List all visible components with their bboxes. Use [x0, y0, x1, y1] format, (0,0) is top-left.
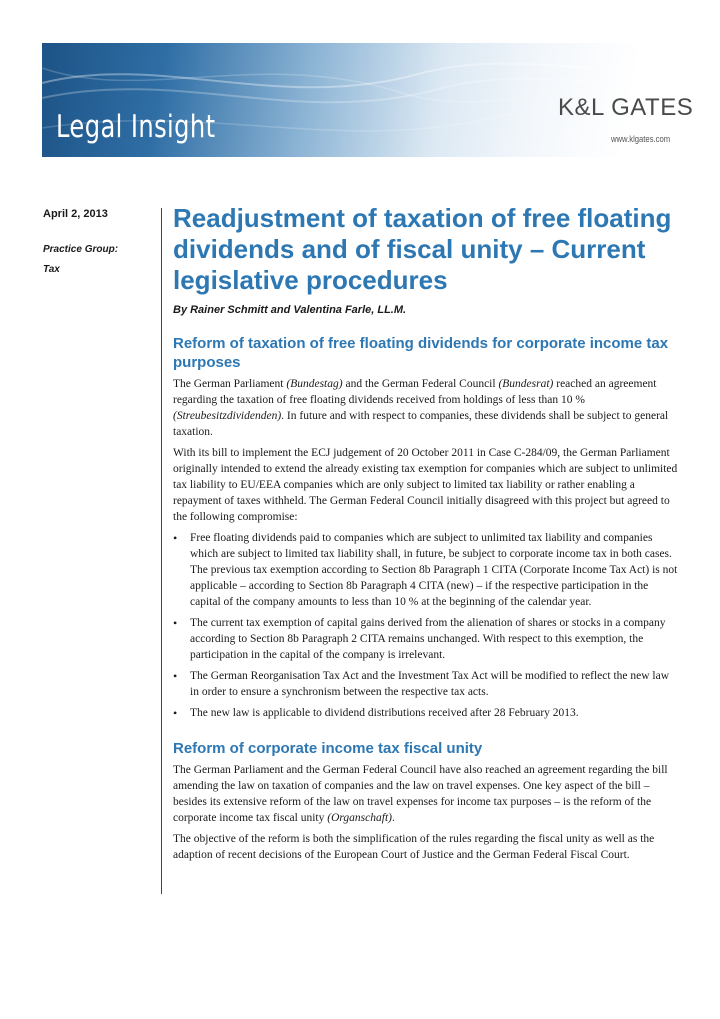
paragraph: The objective of the reform is both the simplification of the rules regarding the fiscal unity as well as the adaption of recent decisions of the European Court of Justice and the German Federal Fiscal Court.	[173, 833, 655, 861]
bullet-list	[173, 530, 679, 721]
paragraph: The German Parliament and the German Federal Council have also reached an agreement regarding the bill amending the law on taxation of companies and the law on travel expenses. One key aspect of the bill – besides its extensive reform of the law on travel expenses for income tax purposes – is the reform of the corporate income tax fiscal unity (Organschaft).	[173, 764, 668, 824]
paragraph: The German Parliament (Bundestag) and the German Federal Council (Bundesrat) reached an agreement regarding the taxation of free floating dividends received from holdings of less than 10 % (Streubesitzdividenden). In future and with respect to companies, these dividends shall be subject to general taxation.	[173, 378, 669, 438]
section-heading-fiscal-unity: Reform of corporate income tax fiscal unity	[173, 740, 483, 757]
list-item: • The current tax exemption of capital gains derived from the alienation of shares or stocks in a company according to Section 8b Paragraph 2 CITA remains unchanged. With respect to this exemption, the participation in the capital of the company is irrelevant.	[173, 615, 679, 663]
firm-website[interactable]: www.klgates.com	[611, 134, 671, 144]
paragraph: With its bill to implement the ECJ judgement of 20 October 2011 in Case C-284/09, the German Parliament originally intended to extend the already existing tax exemption for companies which are subject to unlimited tax liability to EU/EEA companies which are only subject to limited tax liability or rather enabling a repayment of taxes withheld. The German Federal Council initially disagreed with this project but agreed to the following compromise:	[173, 447, 678, 523]
banner-title: Legal Insight	[56, 109, 216, 145]
list-item: • Free floating dividends paid to companies which are subject to unlimited tax liability and companies which are subject to limited tax liability shall, in future, be subject to corporate income tax in both cases. The previous tax exemption according to Section 8b Paragraph 1 CITA (Corporate Income Tax Act) is not applicable – according to Section 8b Paragraph 4 CITA (new) – if the respective participation in the capital of the company amounts to less than 10 % at the beginning of the calendar year.	[173, 530, 679, 610]
list-item: • The new law is applicable to dividend distributions received after 28 February 2013.	[173, 705, 679, 721]
vertical-divider	[161, 208, 162, 894]
section-heading-dividends: Reform of taxation of free floating dividends for corporate income tax purposes	[173, 335, 669, 371]
article-body	[173, 203, 679, 868]
publication-date: April 2, 2013	[43, 208, 108, 220]
article-byline: By Rainer Schmitt and Valentina Farle, LL.M.	[173, 304, 407, 316]
firm-logo: K&L GATES	[558, 94, 694, 121]
practice-group-value: Tax	[43, 264, 60, 275]
article-title: Readjustment of taxation of free floating dividends and of fiscal unity – Current legislative procedures	[173, 203, 672, 295]
list-item: • The German Reorganisation Tax Act and the Investment Tax Act will be modified to reflect the new law in order to ensure a synchronism between the respective tax acts.	[173, 668, 679, 700]
practice-group-label: Practice Group:	[43, 244, 119, 255]
